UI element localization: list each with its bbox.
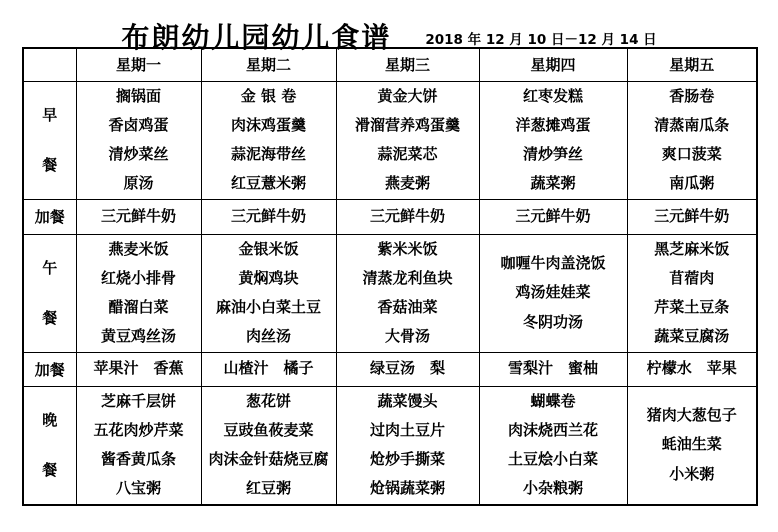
cell-lunch-tuesday: 金银米饭 黄焖鸡块 麻油小白菜土豆 肉丝汤 <box>201 234 336 352</box>
cell-lunch-wednesday: 紫米米饭 清蒸龙利鱼块 香菇油菜 大骨汤 <box>336 234 479 352</box>
cell-snack-pm-friday: 柠檬水 苹果 <box>627 352 757 386</box>
cell-dinner-tuesday: 葱花饼 豆豉鱼莜麦菜 肉沫金针菇烧豆腐 红豆粥 <box>201 386 336 505</box>
row-label-breakfast <box>23 81 76 199</box>
date-range: 2018 年 12 月 10 日－12 月 14 日 <box>425 32 657 48</box>
day-header-monday: 星期一 <box>76 48 201 81</box>
corner-cell <box>23 48 76 81</box>
day-header-wednesday: 星期三 <box>336 48 479 81</box>
cell-lunch-thursday: 咖喱牛肉盖浇饭 鸡汤娃娃菜 冬阴功汤 <box>479 234 627 352</box>
row-label-breakfast-text: 早餐 <box>42 105 58 174</box>
cell-breakfast-tuesday: 金 银 卷 肉沫鸡蛋羹 蒜泥海带丝 红豆薏米粥 <box>201 81 336 199</box>
page-title: 布朗幼儿园幼儿食谱 <box>121 21 392 54</box>
cell-breakfast-friday: 香肠卷 清蒸南瓜条 爽口菠菜 南瓜粥 <box>627 81 757 199</box>
row-label-lunch <box>23 234 76 352</box>
cell-snack-am-monday: 三元鲜牛奶 <box>76 199 201 234</box>
row-label-dinner <box>23 386 76 505</box>
cell-dinner-friday: 猪肉大葱包子 蚝油生菜 小米粥 <box>627 386 757 505</box>
cell-snack-pm-wednesday: 绿豆汤 梨 <box>336 352 479 386</box>
row-label-snack-am <box>23 199 76 234</box>
cell-snack-am-friday: 三元鲜牛奶 <box>627 199 757 234</box>
cell-lunch-monday: 燕麦米饭 红烧小排骨 醋溜白菜 黄豆鸡丝汤 <box>76 234 201 352</box>
cell-snack-pm-monday: 苹果汁 香蕉 <box>76 352 201 386</box>
cell-snack-am-wednesday: 三元鲜牛奶 <box>336 199 479 234</box>
row-label-dinner-text: 晚餐 <box>42 410 58 479</box>
day-header-friday: 星期五 <box>627 48 757 81</box>
cell-snack-am-thursday: 三元鲜牛奶 <box>479 199 627 234</box>
cell-dinner-wednesday: 蔬菜馒头 过肉土豆片 炝炒手撕菜 炝锅蔬菜粥 <box>336 386 479 505</box>
day-header-tuesday: 星期二 <box>201 48 336 81</box>
row-label-snack-pm-text: 加餐 <box>34 360 65 379</box>
page-header <box>0 0 778 54</box>
cell-breakfast-wednesday: 黄金大饼 滑溜营养鸡蛋羹 蒜泥菜芯 燕麦粥 <box>336 81 479 199</box>
cell-breakfast-monday: 搁锅面 香卤鸡蛋 清炒菜丝 原汤 <box>76 81 201 199</box>
cell-dinner-monday: 芝麻千层饼 五花肉炒芹菜 酱香黄瓜条 八宝粥 <box>76 386 201 505</box>
menu-table <box>22 47 758 506</box>
cell-snack-am-tuesday: 三元鲜牛奶 <box>201 199 336 234</box>
cell-snack-pm-tuesday: 山楂汁 橘子 <box>201 352 336 386</box>
row-label-lunch-text: 午餐 <box>42 258 58 327</box>
cell-breakfast-thursday: 红枣发糕 洋葱摊鸡蛋 清炒笋丝 蔬菜粥 <box>479 81 627 199</box>
cell-snack-pm-thursday: 雪梨汁 蜜柚 <box>479 352 627 386</box>
row-label-snack-pm <box>23 352 76 386</box>
day-header-thursday: 星期四 <box>479 48 627 81</box>
row-label-snack-am-text: 加餐 <box>34 208 65 226</box>
cell-dinner-thursday: 蝴蝶卷 肉沫烧西兰花 土豆烩小白菜 小杂粮粥 <box>479 386 627 505</box>
cell-lunch-friday: 黑芝麻米饭 苜蓿肉 芹菜土豆条 蔬菜豆腐汤 <box>627 234 757 352</box>
